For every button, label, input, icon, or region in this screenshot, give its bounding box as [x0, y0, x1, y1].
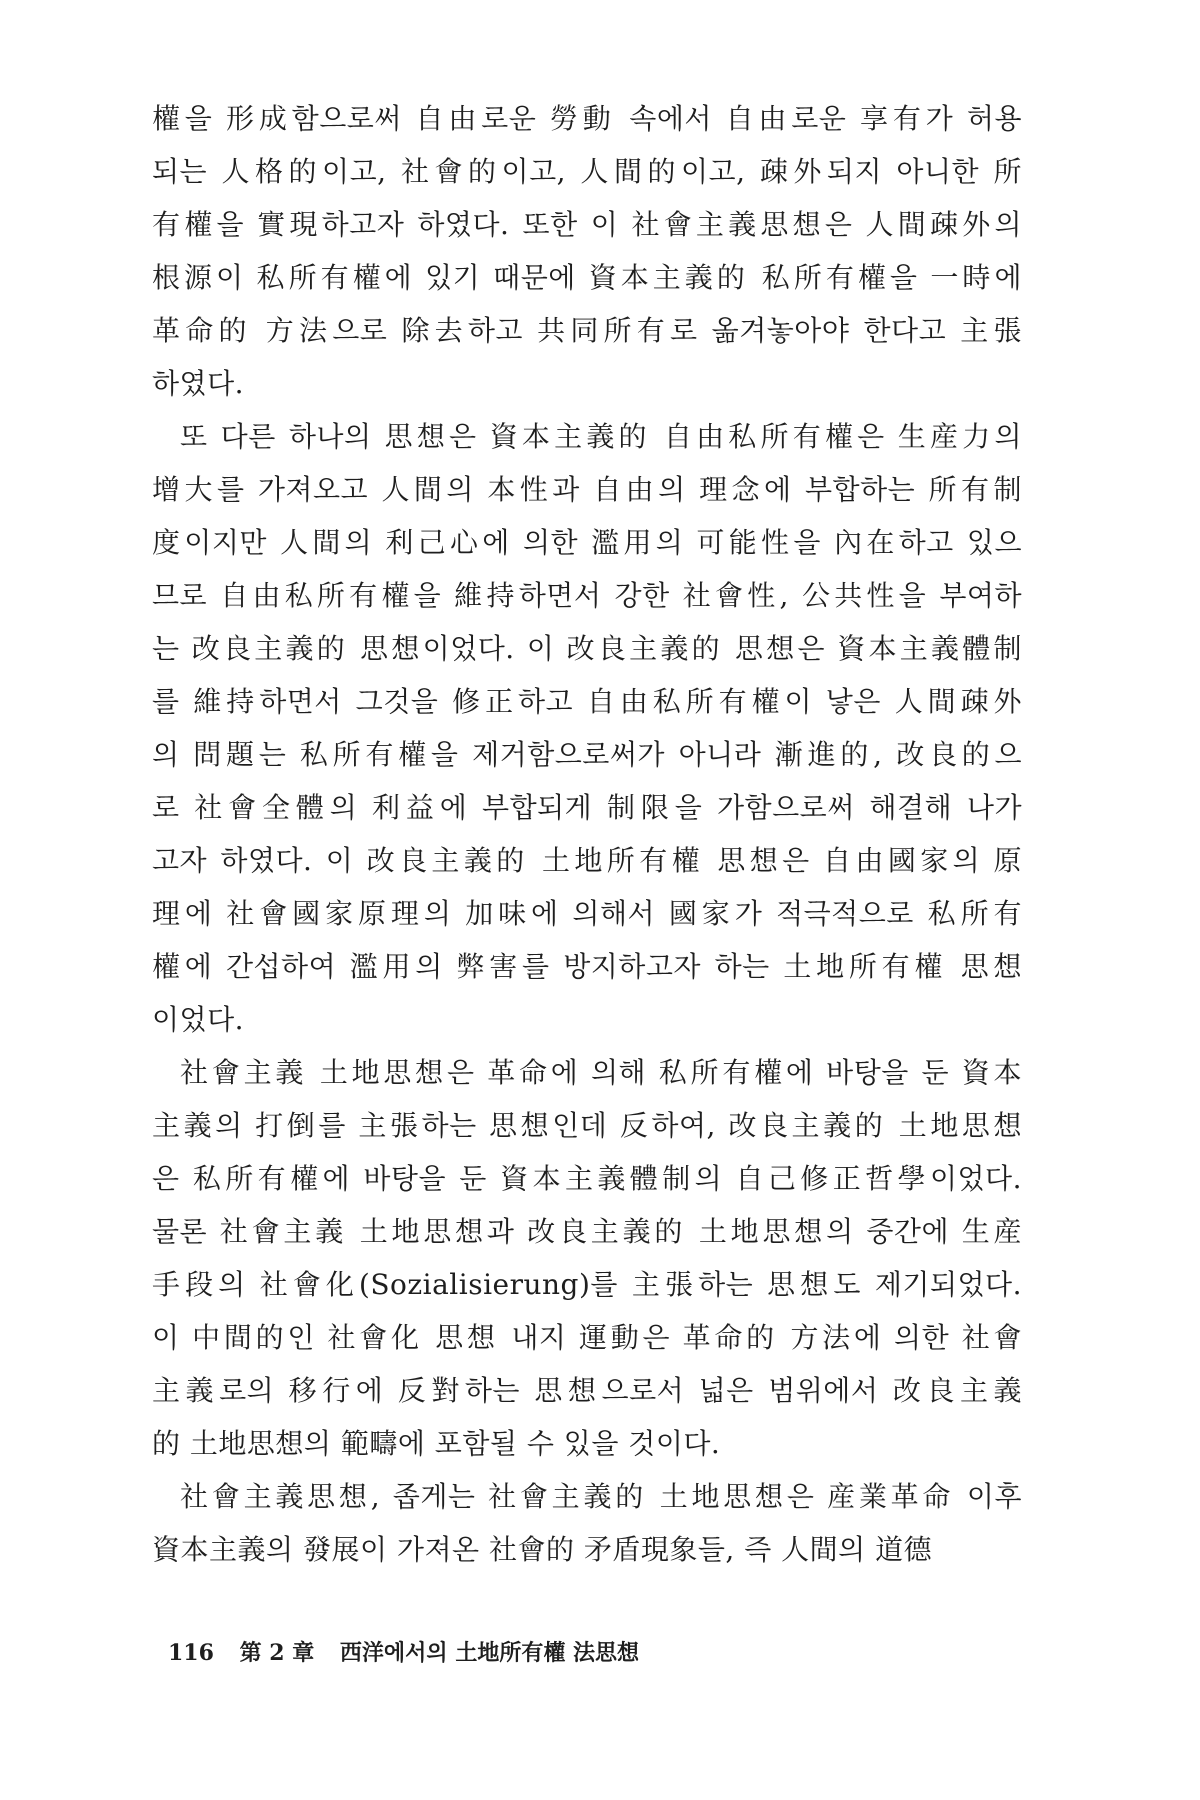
text-line: 또 다른 하나의 思想은 資本主義的 自由私所有權은 生産力의	[180, 420, 1022, 453]
text-line: 主義로의 移行에 反對하는 思想으로서 넓은 범위에서 改良主義	[152, 1374, 1022, 1407]
text-line: 로 社會全體의 利益에 부합되게 制限을 가함으로써 해결해 나가	[152, 791, 1022, 824]
body-text	[152, 92, 1022, 1576]
text-line: 되는 人格的이고, 社會的이고, 人間的이고, 疎外되지 아니한 所	[152, 155, 1022, 188]
paragraph	[152, 92, 1022, 410]
text-line: 므로 自由私所有權을 維持하면서 강한 社會性, 公共性을 부여하	[152, 579, 1022, 612]
text-line: 고자 하였다. 이 改良主義的 土地所有權 思想은 自由國家의 原	[152, 844, 1022, 877]
text-line: 革命的 方法으로 除去하고 共同所有로 옮겨놓아야 한다고 主張	[152, 314, 1022, 347]
text-line: 이 中間的인 社會化 思想 내지 運動은 革命的 方法에 의한 社會	[152, 1321, 1022, 1354]
text-line: 의 問題는 私所有權을 제거함으로써가 아니라 漸進的, 改良的으	[152, 738, 1022, 771]
text-line: 하였다.	[152, 367, 245, 400]
chapter-number: 第 2 章	[239, 1640, 315, 1666]
text-line: 增大를 가져오고 人間의 本性과 自由의 理念에 부합하는 所有制	[152, 473, 1022, 506]
text-line: 根源이 私所有權에 있기 때문에 資本主義的 私所有權을 一時에	[152, 261, 1022, 294]
text-line: 이었다.	[152, 1003, 245, 1036]
text-line: 主義의 打倒를 主張하는 思想인데 反하여, 改良主義的 土地思想	[152, 1109, 1022, 1142]
text-line: 有權을 實現하고자 하였다. 또한 이 社會主義思想은 人間疎外의	[152, 208, 1022, 241]
text-line: 權에 간섭하여 濫用의 弊害를 방지하고자 하는 土地所有權 思想	[152, 950, 1022, 983]
text-line: 的 土地思想의 範疇에 포함될 수 있을 것이다.	[152, 1427, 721, 1460]
paragraph	[152, 1470, 1022, 1576]
text-line: 社會主義思想, 좁게는 社會主義的 土地思想은 産業革命 이후	[180, 1480, 1022, 1513]
text-line: 度이지만 人間의 利己心에 의한 濫用의 可能性을 內在하고 있으	[152, 526, 1022, 559]
paragraph	[152, 1046, 1022, 1470]
running-footer	[168, 1636, 657, 1667]
text-line: 은 私所有權에 바탕을 둔 資本主義體制의 自己修正哲學이었다.	[152, 1162, 1022, 1195]
text-line: 물론 社會主義 土地思想과 改良主義的 土地思想의 중간에 生産	[152, 1215, 1022, 1248]
text-line: 權을 形成함으로써 自由로운 勞動 속에서 自由로운 享有가 허용	[152, 102, 1022, 135]
text-line: 는 改良主義的 思想이었다. 이 改良主義的 思想은 資本主義體制	[152, 632, 1022, 665]
text-line: 手段의 社會化(Sozialisierung)를 主張하는 思想도 제기되었다.	[152, 1268, 1022, 1301]
text-line: 資本主義의 發展이 가져온 社會的 矛盾現象들, 즉 人間의 道德	[152, 1533, 933, 1566]
chapter-title: 西洋에서의 土地所有權 法思想	[339, 1640, 639, 1666]
text-line: 社會主義 土地思想은 革命에 의해 私所有權에 바탕을 둔 資本	[180, 1056, 1022, 1089]
text-line: 理에 社會國家原理의 加味에 의해서 國家가 적극적으로 私所有	[152, 897, 1022, 930]
text-line: 를 維持하면서 그것을 修正하고 自由私所有權이 낳은 人間疎外	[152, 685, 1022, 718]
page-number: 116	[168, 1640, 214, 1666]
paragraph	[152, 410, 1022, 1046]
